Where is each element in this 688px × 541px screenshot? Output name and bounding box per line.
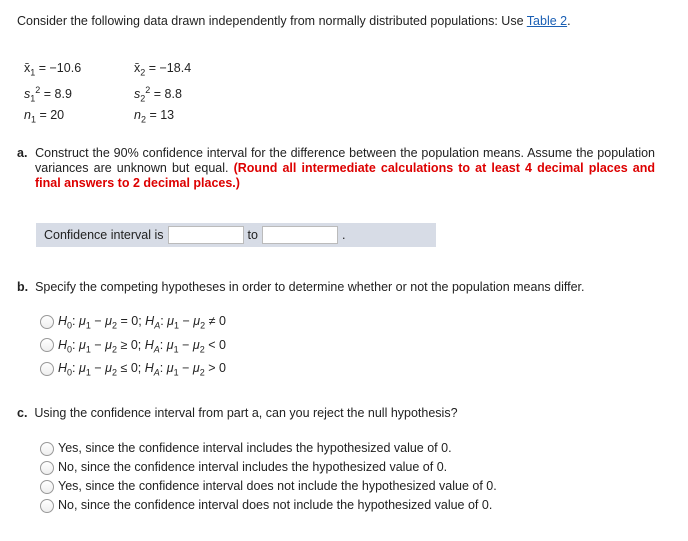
s1-squared: $s_1^2 = 8.9$: [24, 84, 72, 104]
ci-upper-input[interactable]: [262, 226, 338, 244]
radio-button[interactable]: [40, 315, 54, 329]
n2: $n_2 = 13$: [134, 108, 175, 125]
table-2-link[interactable]: Table 2: [526, 14, 568, 28]
reject-options: [40, 439, 497, 515]
ci-label: Confidence interval is: [44, 228, 164, 242]
radio-button[interactable]: [40, 338, 54, 352]
radio-button[interactable]: [40, 362, 54, 376]
sample-2-stats: [134, 60, 191, 129]
hypothesis-option-1[interactable]: $H_0$: $\mu_1 - \mu_2 = 0$; $H_A$: $\mu_1 - \mu_2 \ne 0$: [40, 312, 226, 336]
reject-option-2[interactable]: No, since the confidence interval includes the hypothesized value of 0.: [40, 458, 497, 477]
part-a-question: a. Construct the 90% confidence interval for the difference between the population means. Assume the population variances are unknown but equal. (Round all intermediate calculations to at least 4 decimal places and final answers to 2 decimal places.): [17, 146, 655, 190]
radio-button[interactable]: [40, 480, 54, 494]
hypothesis-option-3[interactable]: $H_0$: $\mu_1 - \mu_2 \le 0$; $H_A$: $\mu_1 - \mu_2 > 0$: [40, 359, 226, 383]
sample-1-stats: [24, 60, 81, 129]
radio-button[interactable]: [40, 442, 54, 456]
radio-button[interactable]: [40, 461, 54, 475]
radio-button[interactable]: [40, 499, 54, 513]
ci-to-label: to: [247, 228, 258, 242]
reject-option-3[interactable]: Yes, since the confidence interval does not include the hypothesized value of 0.: [40, 477, 497, 496]
n1: $n_1 = 20$: [24, 108, 65, 125]
intro-text: [17, 14, 571, 28]
s2-squared: $s_2^2 = 8.8$: [134, 84, 182, 104]
hypotheses-options: [40, 312, 226, 383]
x1-bar: $x̄_1 = -10.6$: [24, 61, 82, 78]
reject-option-4[interactable]: No, since the confidence interval does not include the hypothesized value of 0.: [40, 496, 497, 515]
reject-option-1[interactable]: Yes, since the confidence interval includes the hypothesized value of 0.: [40, 439, 497, 458]
intro-sentence: Consider the following data drawn independently from normally distributed populations: Use: [17, 14, 527, 28]
part-c-question: c. Using the confidence interval from part a, can you reject the null hypothesis?: [17, 406, 458, 420]
part-b-question: b. Specify the competing hypotheses in order to determine whether or not the population means differ.: [17, 280, 585, 294]
intro-period: .: [567, 14, 571, 28]
confidence-interval-row: [36, 223, 436, 247]
x2-bar: $x̄_2 = -18.4$: [134, 61, 192, 78]
ci-lower-input[interactable]: [168, 226, 244, 244]
ci-period: .: [341, 228, 346, 242]
hypothesis-option-2[interactable]: $H_0$: $\mu_1 - \mu_2 \ge 0$; $H_A$: $\mu_1 - \mu_2 < 0$: [40, 336, 226, 360]
